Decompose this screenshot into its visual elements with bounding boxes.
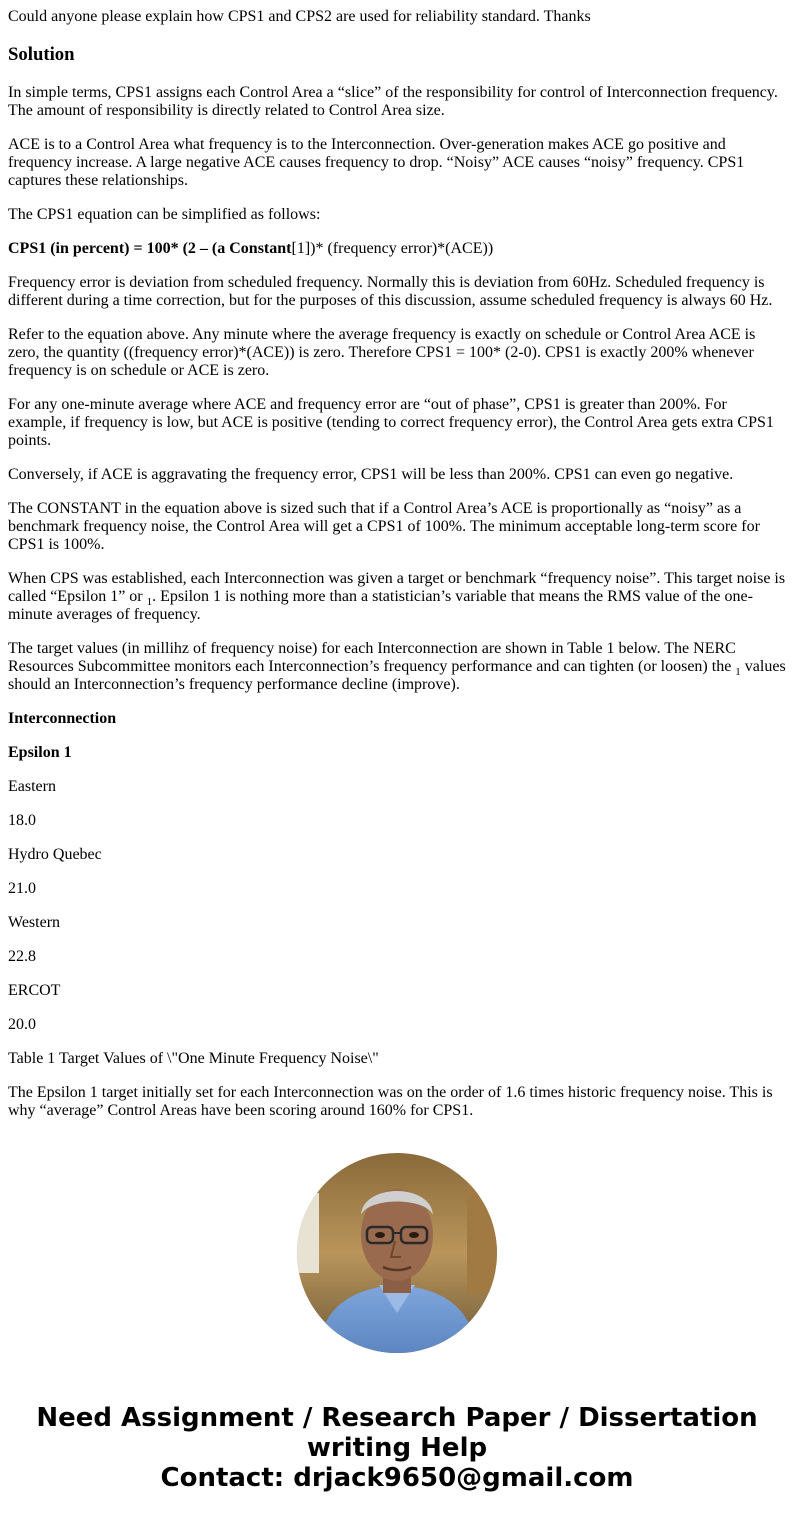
paragraph: Conversely, if ACE is aggravating the frequency error, CPS1 will be less than 200%. CPS1 can even go negative. [8,466,734,483]
question-text: Could anyone please explain how CPS1 and CPS2 are used for reliability standard. Thanks [8,8,591,25]
paragraph: The Epsilon 1 target initially set for each Interconnection was on the order of 1.6 times historic frequency noise. This is why “average” Control Areas have been scoring around 160% for CPS1. [8,1084,773,1119]
table-cell-name: ERCOT [8,982,61,999]
paragraph: In simple terms, CPS1 assigns each Control Area a “slice” of the responsibility for control of Interconnection frequency. The amount of responsibility is directly related to Control Area size. [8,84,778,119]
table-header-epsilon: Epsilon 1 [8,744,72,761]
table-caption: Table 1 Target Values of \"One Minute Frequency Noise\" [8,1050,379,1067]
author-portrait-image [297,1153,497,1353]
table-cell-value: 22.8 [8,948,36,965]
equation-rest: [1])* (frequency error)*(ACE)) [291,240,494,257]
subscript: 1 [146,596,153,609]
table-cell-value: 20.0 [8,1016,36,1033]
paragraph: ACE is to a Control Area what frequency is to the Interconnection. Over-generation makes ACE go positive and frequency increase. A large negative ACE causes frequency to drop. “Noisy” ACE causes “noisy” frequency. CPS1 captures these relationships. [8,136,745,189]
table-cell-value: 18.0 [8,812,36,829]
text-run: . Epsilon 1 is nothing more than a statistician’s variable that means the RMS value of the one-minute averages of frequency. [8,588,753,623]
paragraph [8,570,786,624]
article-body [8,0,786,1125]
paragraph: The CONSTANT in the equation above is sized such that if a Control Area’s ACE is proportionally as “noisy” as a benchmark frequency noise, the Control Area will get a CPS1 of 100%. The minimum acceptable long-term score for CPS1 is 100%. [8,500,760,553]
subscript: 1 [735,666,741,679]
paragraph: For any one-minute average where ACE and frequency error are “out of phase”, CPS1 is greater than 200%. For example, if frequency is low, but ACE is positive (tending to correct frequency error), the Control Area gets extra CPS1 points. [8,396,774,449]
paragraph: Frequency error is deviation from scheduled frequency. Normally this is deviation from 60Hz. Scheduled frequency is different during a time correction, but for the purposes of this discussion, assume scheduled frequency is always 60 Hz. [8,274,773,309]
banner-line: writing Help [306,1433,488,1463]
table-cell-name: Eastern [8,778,56,795]
paragraph: The CPS1 equation can be simplified as follows: [8,206,321,223]
cps1-equation [8,240,786,258]
paragraph [8,640,786,694]
table-cell-name: Hydro Quebec [8,846,102,863]
text-run: The target values (in millihz of frequency noise) for each Interconnection are shown in Table 1 below. The NERC Resources Subcommittee monitors each Interconnection’s frequency performance and can tighten (or loosen) the [8,640,736,675]
table-header-interconnection: Interconnection [8,710,117,727]
author-avatar [297,1153,497,1353]
text-run: values should an Interconnection’s frequency performance decline (improve). [8,658,786,693]
table-cell-value: 21.0 [8,880,36,897]
paragraph: Refer to the equation above. Any minute where the average frequency is exactly on schedule or Control Area ACE is zero, the quantity ((frequency error)*(ACE)) is zero. Therefore CPS1 = 100* (2-0). CPS1 is exactly 200% whenever frequency is on schedule or ACE is zero. [8,326,756,379]
table-cell-name: Western [8,914,61,931]
equation-bold: CPS1 (in percent) = 100* (2 – (a Constant [8,240,292,257]
text-run: When CPS was established, each Interconnection was given a target or benchmark “frequency noise”. This target noise is called “Epsilon 1” or [8,570,786,605]
solution-heading: Solution [8,44,75,65]
contact-email: Contact: drjack9650@gmail.com [160,1463,634,1493]
help-banner [0,1403,794,1493]
banner-line: Need Assignment / Research Paper / Dissertation [36,1403,758,1433]
